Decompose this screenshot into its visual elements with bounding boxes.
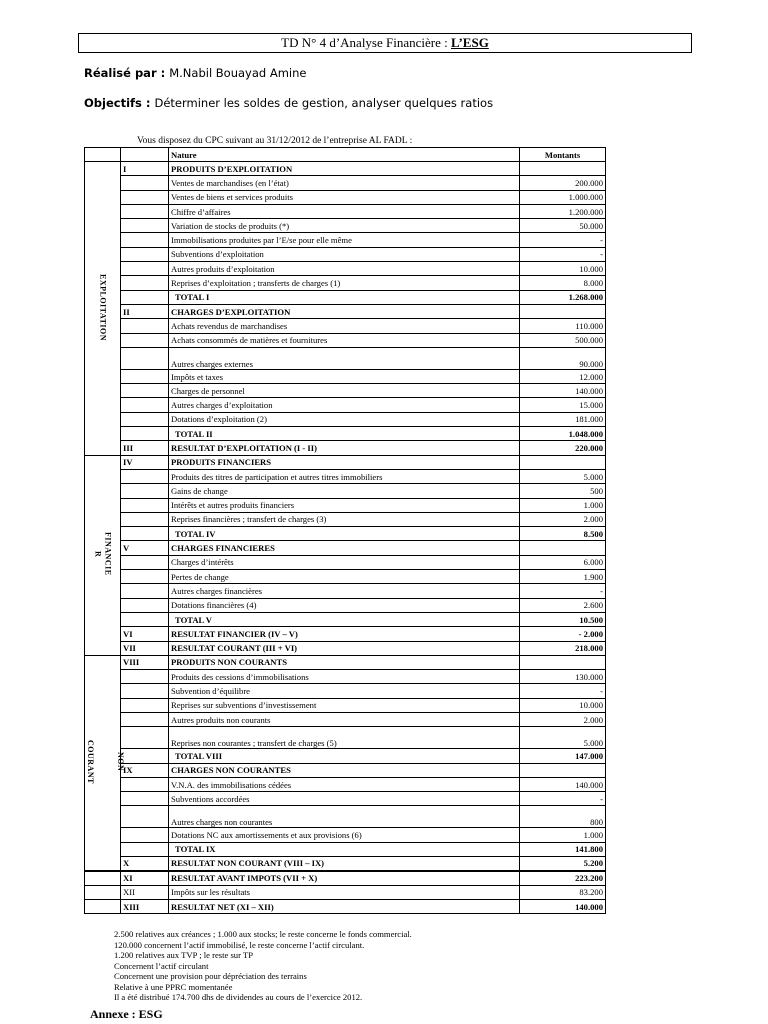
row-amount: 140.000 [520, 899, 606, 913]
table-row [85, 484, 606, 498]
section-label-cell [85, 455, 121, 655]
row-number: VI [121, 627, 169, 641]
row-label: Achats revendus de marchandises [169, 319, 520, 333]
row-label: CHARGES FINANCIERES [169, 541, 520, 555]
section-label: EXPLOITATION [98, 273, 108, 341]
table-row [85, 541, 606, 555]
row-label: Reprises financières ; transfert de charges (3) [169, 512, 520, 526]
row-number: XI [121, 871, 169, 885]
row-number [121, 469, 169, 483]
row-number [121, 398, 169, 412]
row-amount: 218.000 [520, 641, 606, 655]
row-number [121, 190, 169, 204]
table-row [85, 498, 606, 512]
title-school: L’ESG [451, 35, 489, 50]
row-label: V.N.A. des immobilisations cédées [169, 777, 520, 791]
row-amount: 140.000 [520, 777, 606, 791]
row-label: Subventions accordées [169, 792, 520, 806]
table-row [85, 319, 606, 333]
row-number [121, 233, 169, 247]
row-label: Produits des titres de participation et autres titres immobiliers [169, 469, 520, 483]
row-number: IV [121, 455, 169, 469]
row-amount: - [520, 247, 606, 261]
row-amount: 8.500 [520, 527, 606, 541]
row-number [121, 684, 169, 698]
header-section-cell [85, 148, 121, 162]
row-label: Charges de personnel [169, 384, 520, 398]
row-amount: 1.048.000 [520, 427, 606, 441]
table-row [85, 842, 606, 856]
row-number [121, 828, 169, 842]
row-amount: 500 [520, 484, 606, 498]
table-row [85, 828, 606, 842]
note-item: 2.500 relatives aux créances ; 1.000 aux stocks; le reste concerne le fonds commercial. [114, 929, 412, 939]
row-amount: 1.000 [520, 828, 606, 842]
table-row [85, 792, 606, 806]
row-number [121, 219, 169, 233]
row-number [121, 498, 169, 512]
row-number [121, 512, 169, 526]
table-row [85, 190, 606, 204]
row-label: TOTAL II [169, 427, 520, 441]
table-row [85, 627, 606, 641]
author-label: Réalisé par : [84, 66, 170, 80]
row-number [121, 347, 169, 369]
table-row [85, 247, 606, 261]
row-amount: 223.200 [520, 871, 606, 885]
author-name: M.Nabil Bouayad Amine [169, 66, 307, 80]
section-label-cell [85, 162, 121, 456]
row-label: Autres produits d’exploitation [169, 262, 520, 276]
row-amount: - [520, 684, 606, 698]
blank-section-cell [85, 885, 121, 899]
row-number [121, 204, 169, 218]
table-row [85, 655, 606, 669]
row-amount [520, 455, 606, 469]
row-label: Dotations NC aux amortissements et aux provisions (6) [169, 828, 520, 842]
row-number: I [121, 162, 169, 176]
row-label: RESULTAT NON COURANT (VIII – IX) [169, 857, 520, 871]
row-number [121, 584, 169, 598]
row-label: Autres charges d’exploitation [169, 398, 520, 412]
row-label: Reprises sur subventions d’investissement [169, 698, 520, 712]
row-number [121, 842, 169, 856]
title-text: TD N° 4 d’Analyse Financière : [281, 35, 451, 50]
row-label: Autres charges externes [169, 347, 520, 369]
row-label: RESULTAT AVANT IMPOTS (VII + X) [169, 871, 520, 885]
row-amount: 2.600 [520, 598, 606, 612]
table-row [85, 219, 606, 233]
row-label: Subvention d’équilibre [169, 684, 520, 698]
table-row [85, 871, 606, 885]
row-number [121, 777, 169, 791]
row-label: Produits des cessions d’immobilisations [169, 670, 520, 684]
row-label: RESULTAT D’EXPLOITATION (I - II) [169, 441, 520, 455]
row-label: Immobilisations produites par l’E/se pour elle même [169, 233, 520, 247]
table-row [85, 612, 606, 626]
table-row [85, 698, 606, 712]
row-amount: 5.000 [520, 469, 606, 483]
blank-section-cell [85, 871, 121, 885]
row-amount: 1.000 [520, 498, 606, 512]
note-item: Relative à une PPRC momentanée [114, 981, 233, 992]
row-label: Autres charges non courantes [169, 806, 520, 828]
table-row [85, 398, 606, 412]
row-amount: 15.000 [520, 398, 606, 412]
row-amount: 1.900 [520, 570, 606, 584]
table-row [85, 527, 606, 541]
row-amount: 6.000 [520, 555, 606, 569]
table-row [85, 162, 606, 176]
row-amount [520, 541, 606, 555]
row-amount: 5.200 [520, 857, 606, 871]
row-number [121, 727, 169, 749]
row-amount: 90.000 [520, 347, 606, 369]
row-label: PRODUITS FINANCIERS [169, 455, 520, 469]
row-number [121, 484, 169, 498]
row-label: PRODUITS D’EXPLOITATION [169, 162, 520, 176]
row-number [121, 806, 169, 828]
row-number: V [121, 541, 169, 555]
row-amount: 10.500 [520, 612, 606, 626]
row-label: Dotations d’exploitation (2) [169, 412, 520, 426]
table-row [85, 384, 606, 398]
row-number: XIII [121, 899, 169, 913]
table-row [85, 749, 606, 763]
row-label: Impôts et taxes [169, 369, 520, 383]
section-label: NON COURANT [86, 739, 125, 784]
row-number [121, 247, 169, 261]
table-row [85, 584, 606, 598]
document-title [78, 33, 692, 53]
row-amount: 50.000 [520, 219, 606, 233]
row-amount: 10.000 [520, 262, 606, 276]
row-amount: 220.000 [520, 441, 606, 455]
row-number: III [121, 441, 169, 455]
row-number [121, 712, 169, 726]
row-number [121, 670, 169, 684]
row-amount: 200.000 [520, 176, 606, 190]
row-amount: 181.000 [520, 412, 606, 426]
row-number [121, 176, 169, 190]
table-row [85, 262, 606, 276]
row-number [121, 598, 169, 612]
table-row [85, 204, 606, 218]
row-number [121, 749, 169, 763]
table-row [85, 412, 606, 426]
row-label: Reprises non courantes ; transfert de charges (5) [169, 727, 520, 749]
row-amount: 83.200 [520, 885, 606, 899]
row-label: RESULTAT NET (XI – XII) [169, 899, 520, 913]
objectives-text: Déterminer les soldes de gestion, analyser quelques ratios [154, 96, 494, 110]
table-row [85, 684, 606, 698]
table-row [85, 427, 606, 441]
row-amount: - [520, 233, 606, 247]
row-number [121, 369, 169, 383]
objectives-label: Objectifs : [84, 96, 155, 110]
notes-list [114, 929, 412, 1003]
row-number [121, 276, 169, 290]
row-label: TOTAL IX [169, 842, 520, 856]
row-amount: 141.800 [520, 842, 606, 856]
row-label: Gains de change [169, 484, 520, 498]
table-row [85, 899, 606, 913]
row-number [121, 290, 169, 304]
row-number [121, 333, 169, 347]
row-label: Autres produits non courants [169, 712, 520, 726]
row-number [121, 612, 169, 626]
row-number [121, 412, 169, 426]
header-nature: Nature [169, 148, 520, 162]
row-amount: 5.000 [520, 727, 606, 749]
note-item: 120.000 concernent l’actif immobilisé, le reste concerne l’actif circulant. [114, 939, 365, 950]
note-item: Concernent l’actif circulant [114, 960, 209, 971]
table-row [85, 670, 606, 684]
row-amount: 8.000 [520, 276, 606, 290]
row-label: CHARGES NON COURANTES [169, 763, 520, 777]
row-amount: 500.000 [520, 333, 606, 347]
table-row [85, 469, 606, 483]
row-label: Intérêts et autres produits financiers [169, 498, 520, 512]
table-row [85, 712, 606, 726]
row-label: Subventions d’exploitation [169, 247, 520, 261]
row-amount: 2.000 [520, 712, 606, 726]
note-item: 1.200 relatives aux TVP ; le reste sur TP [114, 950, 253, 960]
cpc-body [85, 162, 606, 914]
row-number [121, 384, 169, 398]
row-number [121, 262, 169, 276]
row-number [121, 319, 169, 333]
row-label: Chiffre d’affaires [169, 204, 520, 218]
row-label: Dotations financières (4) [169, 598, 520, 612]
row-number: II [121, 304, 169, 318]
row-amount: 110.000 [520, 319, 606, 333]
row-number: VIII [121, 655, 169, 669]
row-amount: 10.000 [520, 698, 606, 712]
row-amount [520, 763, 606, 777]
table-row [85, 777, 606, 791]
row-label: Autres charges financières [169, 584, 520, 598]
row-amount: - [520, 792, 606, 806]
row-amount: 130.000 [520, 670, 606, 684]
row-label: Impôts sur les résultats [169, 885, 520, 899]
row-label: RESULTAT FINANCIER (IV – V) [169, 627, 520, 641]
table-header-row [85, 148, 606, 162]
table-row [85, 233, 606, 247]
table-row [85, 857, 606, 871]
header-num-cell [121, 148, 169, 162]
table-row [85, 641, 606, 655]
table-row [85, 276, 606, 290]
table-row [85, 369, 606, 383]
table-row [85, 176, 606, 190]
row-number: X [121, 857, 169, 871]
row-number: IX [121, 763, 169, 777]
row-number: VII [121, 641, 169, 655]
row-number [121, 698, 169, 712]
row-amount: 800 [520, 806, 606, 828]
row-amount: 1.268.000 [520, 290, 606, 304]
row-amount: 147.000 [520, 749, 606, 763]
table-row [85, 333, 606, 347]
row-amount [520, 304, 606, 318]
row-number [121, 527, 169, 541]
row-number: XII [121, 885, 169, 899]
row-label: Ventes de marchandises (en l’état) [169, 176, 520, 190]
table-row [85, 570, 606, 584]
objectives-line [84, 96, 493, 110]
table-row [85, 441, 606, 455]
section-label-cell [85, 655, 125, 871]
table-row [85, 885, 606, 899]
row-label: Achats consommés de matières et fournitures [169, 333, 520, 347]
note-item: Il a été distribué 174.700 dhs de dividendes au cours de l’exercice 2012. [114, 992, 363, 1002]
row-amount: 12.000 [520, 369, 606, 383]
table-row [85, 555, 606, 569]
row-number [121, 792, 169, 806]
note-item: Concernent une provision pour dépréciation des terrains [114, 971, 307, 981]
table-row [85, 512, 606, 526]
row-amount: 2.000 [520, 512, 606, 526]
blank-section-cell [85, 899, 121, 913]
table-row [85, 727, 606, 749]
row-amount: - [520, 584, 606, 598]
row-label: TOTAL VIII [169, 749, 520, 763]
table-row [85, 455, 606, 469]
author-line [84, 66, 307, 80]
cpc-table [84, 147, 606, 914]
row-number [121, 555, 169, 569]
row-label: Charges d’intérêts [169, 555, 520, 569]
row-amount: 1.200.000 [520, 204, 606, 218]
row-label: TOTAL IV [169, 527, 520, 541]
row-label: PRODUITS NON COURANTS [169, 655, 520, 669]
row-label: TOTAL I [169, 290, 520, 304]
row-label: Reprises d’exploitation ; transferts de charges (1) [169, 276, 520, 290]
annexe-footer: Annexe : ESG [90, 1007, 163, 1021]
row-amount: 1.000.000 [520, 190, 606, 204]
row-label: CHARGES D’EXPLOITATION [169, 304, 520, 318]
intro-text: Vous disposez du CPC suivant au 31/12/2012 de l’entreprise AL FADL : [137, 136, 413, 146]
row-amount: 140.000 [520, 384, 606, 398]
table-row [85, 347, 606, 369]
row-amount: - 2.000 [520, 627, 606, 641]
table-row [85, 304, 606, 318]
table-row [85, 290, 606, 304]
section-label: FINANCIE R [93, 532, 113, 576]
table-row [85, 763, 606, 777]
row-label: RESULTAT COURANT (III + VI) [169, 641, 520, 655]
row-label: Ventes de biens et services produits [169, 190, 520, 204]
header-amount: Montants [520, 148, 606, 162]
row-label: Pertes de change [169, 570, 520, 584]
row-amount [520, 162, 606, 176]
table-row [85, 806, 606, 828]
row-amount [520, 655, 606, 669]
table-row [85, 598, 606, 612]
row-label: Variation de stocks de produits (*) [169, 219, 520, 233]
row-label: TOTAL V [169, 612, 520, 626]
row-number [121, 570, 169, 584]
row-number [121, 427, 169, 441]
